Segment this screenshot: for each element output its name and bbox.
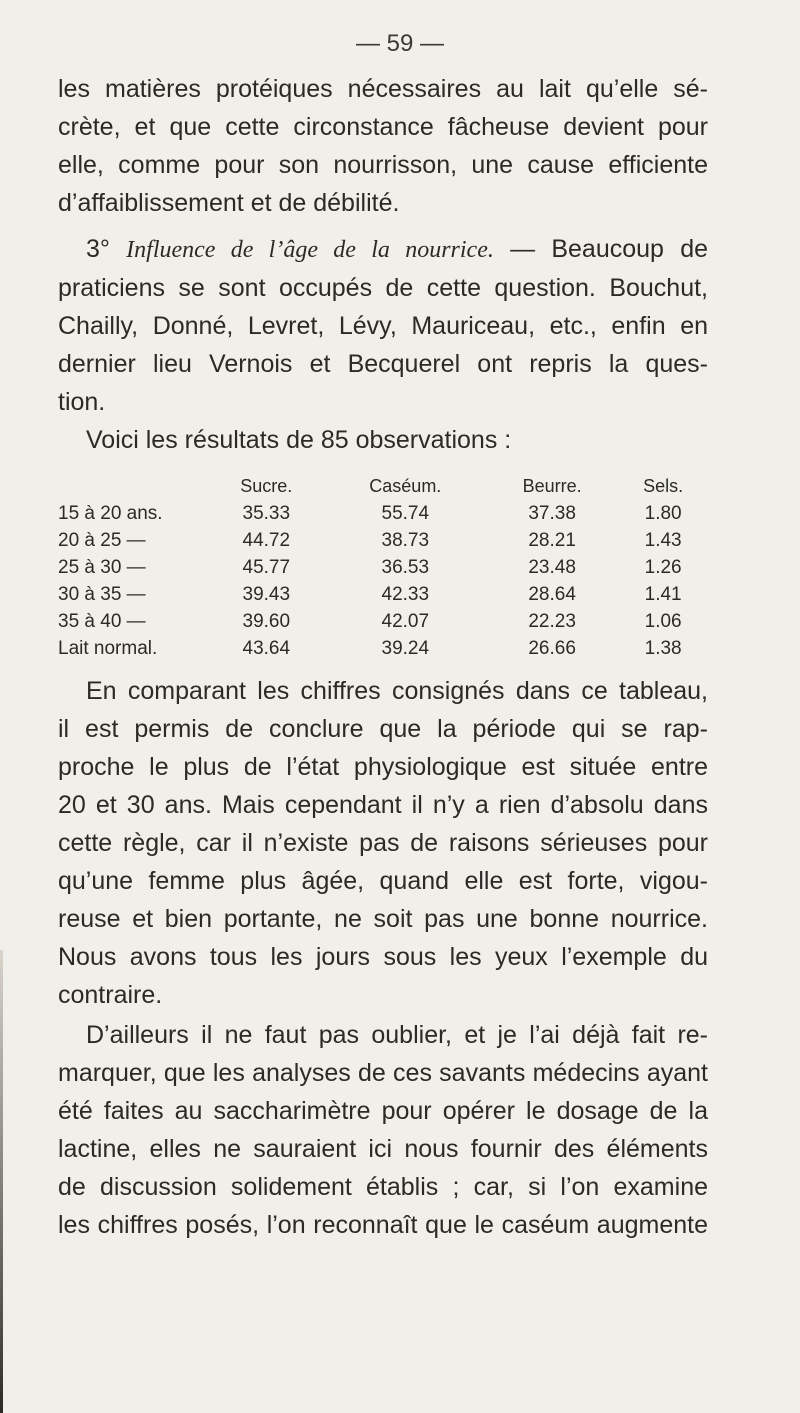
text-line: tion. [58, 388, 106, 416]
section-heading-rest: — Beaucoup de [510, 235, 708, 263]
cell-sucre: 35.33 [242, 502, 291, 524]
text-line: qu’une femme plus âgée, quand elle est forte, vigou- [58, 867, 708, 895]
row-label: Lait normal. [58, 637, 158, 659]
text-line: d’affaiblissement et de débilité. [58, 189, 400, 217]
text-line: 20 et 30 ans. Mais cependant il n’y a rien d’absolu dans [58, 791, 708, 819]
text-line: été faites au saccharimètre pour opérer le dosage de la [58, 1097, 708, 1125]
cell-sucre: 45.77 [242, 556, 291, 578]
text-line: lactine, elles ne sauraient ici nous fournir des éléments [58, 1135, 708, 1163]
text-line: cette règle, car il n’existe pas de raisons sérieuses pour [58, 829, 708, 857]
cell-sucre: 39.60 [242, 610, 291, 632]
column-header-sucre: Sucre. [240, 475, 293, 496]
row-label: 35 à 40 — [58, 610, 146, 632]
paragraph-1 [58, 70, 708, 222]
text-line: il est permis de conclure que la période qui se rap- [58, 715, 708, 743]
table-row [58, 581, 708, 608]
cell-sucre: 39.43 [242, 583, 291, 605]
cell-caseum: 39.24 [381, 637, 430, 659]
text-line: marquer, que les analyses de ces savants médecins ayant [58, 1059, 708, 1087]
text-line: de discussion solidement établis ; car, si l’on examine [58, 1173, 708, 1201]
cell-sels: 1.26 [644, 556, 682, 578]
paragraph-3 [58, 1016, 708, 1244]
cell-caseum: 42.07 [381, 610, 430, 632]
cell-caseum: 36.53 [381, 556, 430, 578]
text-line: proche le plus de l’état physiologique est située entre [58, 753, 708, 781]
cell-caseum: 38.73 [381, 529, 430, 551]
cell-sels: 1.80 [644, 502, 682, 524]
text-line: praticiens se sont occupés de cette question. Bouchut, [58, 274, 708, 302]
text-line: En comparant les chiffres consignés dans ce tableau, [86, 677, 708, 705]
section-number: 3° [86, 235, 110, 263]
cell-beurre: 22.23 [528, 610, 576, 632]
text-line: reuse et bien portante, ne soit pas une bonne nourrice. [58, 905, 708, 933]
cell-sels: 1.38 [644, 637, 682, 659]
row-label: 20 à 25 — [58, 529, 146, 551]
page-number: — 59 — [355, 30, 445, 57]
section-heading: Influence de l’âge de la nourrice. [126, 237, 494, 263]
text-line: elle, comme pour son nourrisson, une cause efficiente [58, 151, 708, 179]
table-header-row [58, 472, 708, 500]
table-row [58, 500, 708, 527]
section-heading-line [58, 230, 708, 269]
text-line: D’ailleurs il ne faut pas oublier, et je l’ai déjà fait re- [86, 1021, 708, 1049]
table-row [58, 527, 708, 554]
cell-beurre: 28.21 [528, 529, 576, 551]
cell-sels: 1.43 [644, 529, 682, 551]
text-line: dernier lieu Vernois et Becquerel ont repris la ques- [58, 350, 708, 378]
text-line: Nous avons tous les jours sous les yeux l’exemple du [58, 943, 708, 971]
cell-sucre: 43.64 [242, 637, 291, 659]
observations-table [58, 472, 708, 662]
row-label: 15 à 20 ans. [58, 502, 163, 524]
table-row [58, 608, 708, 635]
cell-sucre: 44.72 [242, 529, 291, 551]
cell-caseum: 55.74 [381, 502, 430, 524]
text-line: contraire. [58, 981, 163, 1009]
cell-beurre: 26.66 [528, 637, 576, 659]
table-row [58, 554, 708, 581]
text-line: les matières protéiques nécessaires au lait qu’elle sé- [58, 75, 708, 103]
cell-sels: 1.41 [644, 583, 682, 605]
cell-caseum: 42.33 [381, 583, 430, 605]
cell-beurre: 37.38 [528, 502, 576, 524]
section-3 [58, 230, 708, 459]
paragraph-2 [58, 672, 708, 1014]
cell-beurre: 28.64 [528, 583, 576, 605]
text-line: les chiffres posés, l’on reconnaît que le caséum augmente [58, 1211, 708, 1239]
column-header-sels: Sels. [643, 475, 684, 496]
column-header-age [58, 472, 208, 500]
column-header-beurre: Beurre. [522, 475, 582, 496]
cell-beurre: 23.48 [528, 556, 576, 578]
row-label: 25 à 30 — [58, 556, 146, 578]
row-label: 30 à 35 — [58, 583, 146, 605]
text-line: crète, et que cette circonstance fâcheuse devient pour [58, 113, 708, 141]
page-edge-shadow [0, 950, 3, 1413]
table-row [58, 635, 708, 662]
table-intro: Voici les résultats de 85 observations : [86, 426, 512, 454]
column-header-caseum: Caséum. [369, 475, 442, 496]
cell-sels: 1.06 [644, 610, 682, 632]
text-line: Chailly, Donné, Levret, Lévy, Mauriceau, etc., enfin en [58, 312, 708, 340]
